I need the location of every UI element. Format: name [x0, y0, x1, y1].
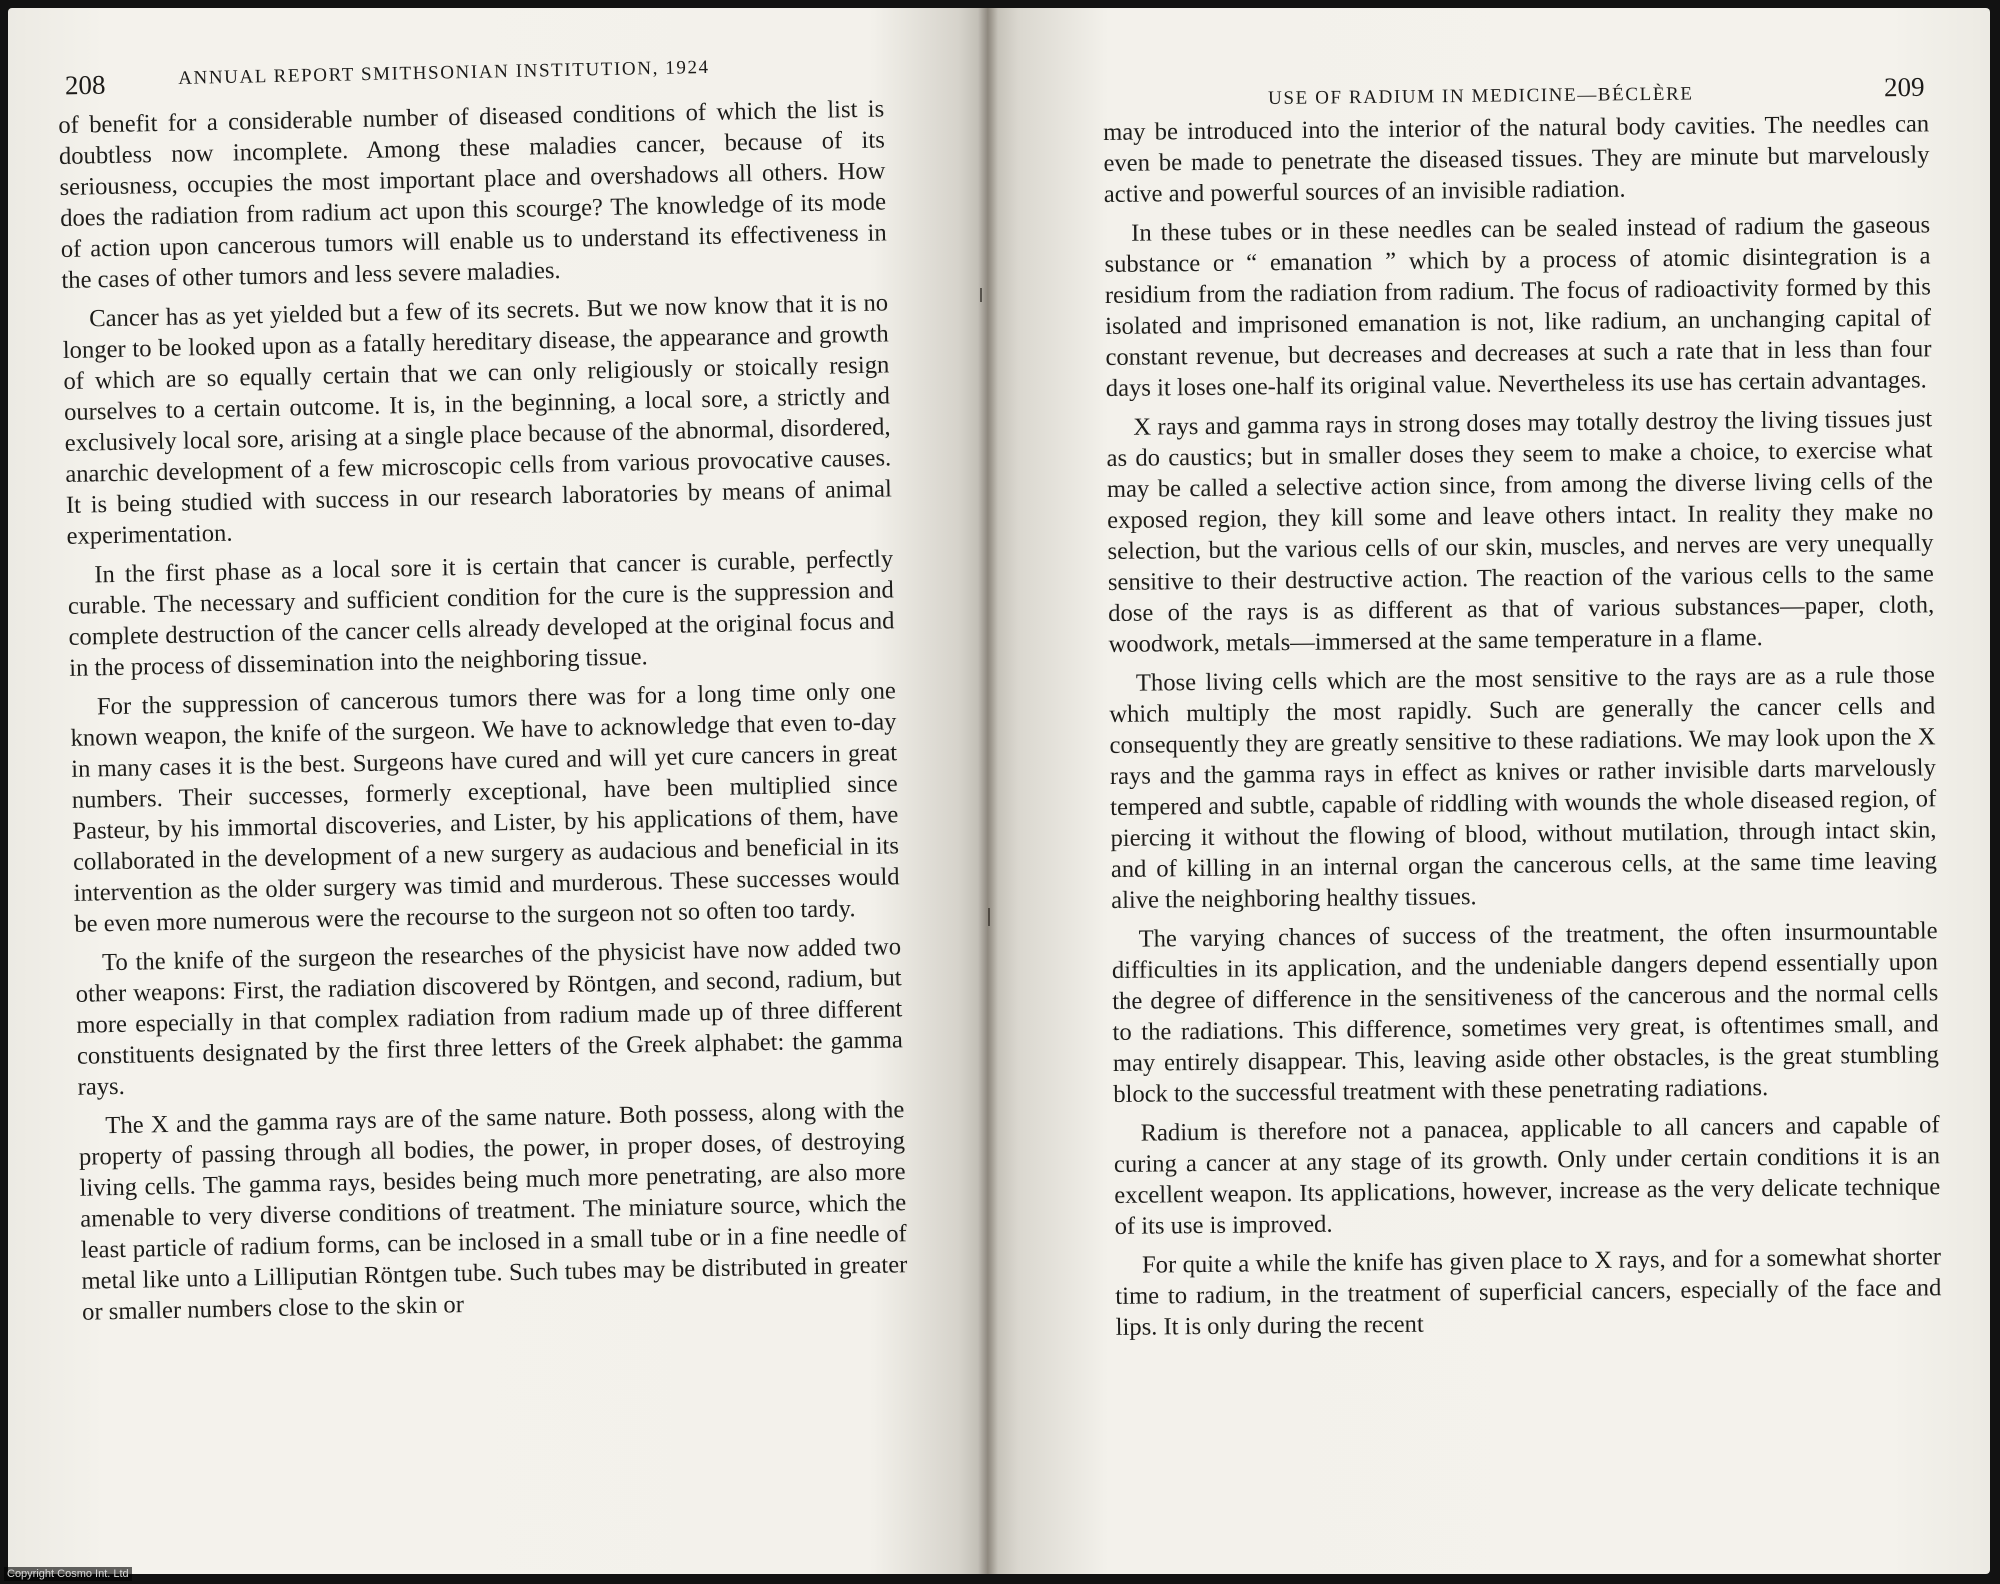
paragraph: Radium is therefore not a panacea, applicable to all cancers and capable of curing a cancer at any stage of its growth. Only under certain conditions it is an excellent weapon. Its applications, however, increase as the very delicate technique of its use is improved. — [1113, 1111, 1941, 1240]
paragraph: In these tubes or in these needles can be sealed instead of radium the gaseous substance or “ emanation ” which by a process of atomic disintegration is a residium from the radiation from radium. The focus of radioactivity formed by this isolated and imprisoned emanation is not, like radium, an unchanging capital of constant revenue, but decreases and decreases at such a rate that in less than four days it loses one-half its original value. Nevertheless its use has certain advantages. — [1104, 211, 1932, 402]
paragraph: X rays and gamma rays in strong doses may totally destroy the living tissues just as do caustics; but in smaller doses they seem to make a choice, to exercise what may be called a selective action since, from among the diverse living cells of the exposed region, they kill some and leave others intact. In reality they make no selection, but the various cells of our skin, muscles, and nerves are very unequally sensitive to their destructive action. The reaction of the various cells to the same dose of the rays is as different as that of various substances—paper, cloth, woodwork, metals—immersed at the same temperature in a flame. — [1106, 405, 1935, 658]
book-gutter — [978, 8, 998, 1574]
paragraph: Cancer has as yet yielded but a few of its secrets. But we now know that it is no longer to be looked upon as a fatally hereditary disease, the appearance and growth of which are so equally certain that we can only religiously or stoically resign ourselves to a certain outcome. It is, in the beginning, a local sore, a strictly and exclusively local sore, arising at a single place because of the abnormal, disordered, anarchic development of a few microscopic cells from various provocative causes. It is being studied with success in our research laboratories by means of animal experimentation. — [62, 289, 893, 550]
left-page-number: 208 — [64, 69, 106, 101]
paragraph: For the suppression of cancerous tumors there was for a long time only one known weapon, the knife of the surgeon. We have to acknowledge that even to-day in many cases it is the best. Surgeons have cured and will yet cure cancers in great numbers. Their successes, formerly exceptional, have been multiplied since Pasteur, by his immortal discoveries, and Lister, by his applications of them, have collaborated in the development of a new surgery as audacious and beneficial in its intervention as the older surgery was timid and murderous. These successes would be even more numerous were the recourse to the surgeon not so often too tardy. — [70, 677, 900, 938]
left-page-body — [58, 93, 908, 1335]
left-running-head: ANNUAL REPORT SMITHSONIAN INSTITUTION, 1924 — [178, 56, 710, 89]
paragraph: For quite a while the knife has given place to X rays, and for a somewhat shorter time to radium, in the treatment of superficial cancers, especially of the face and lips. It is only during the recent — [1115, 1243, 1942, 1341]
right-running-head: USE OF RADIUM IN MEDICINE—BÉCLÈRE — [1268, 83, 1694, 109]
right-page-body — [1103, 108, 1942, 1351]
paragraph: The varying chances of success of the treatment, the often insurmountable difficulties in its application, and the undeniable dangers depend essentially upon the degree of difference in the sensitiveness of the cancerous and the normal cells to the radiations. This difference, sometimes very great, is oftentimes small, and may entirely disappear. This, leaving aside other obstacles, is the great stumbling block to the successful treatment with these penetrating radiations. — [1111, 917, 1940, 1108]
right-page-number: 209 — [1883, 71, 1925, 103]
copyright-notice: Copyright Cosmo Int. Ltd — [4, 1567, 132, 1581]
paragraph: The X and the gamma rays are of the same nature. Both possess, along with the property of passing through all bodies, the power, in proper doses, of destroying living cells. The gamma rays, besides being much more penetrating, are also more amenable to very diverse conditions of treatment. The miniature source, which the least particle of radium forms, can be inclosed in a small tube or in a fine needle of metal like unto a Lilliputian Röntgen tube. Such tubes may be distributed in greater or smaller numbers close to the skin or — [78, 1096, 908, 1326]
paragraph: In the first phase as a local sore it is certain that cancer is curable, perfectly curable. The necessary and sufficient condition for the cure is the suppression and complete destruction of the cancer cells already developed at the original focus and in the process of dissemination into the neighboring tissue. — [67, 545, 895, 682]
paragraph: To the knife of the surgeon the researches of the physicist have now added two other weapons: First, the radiation discovered by Röntgen, and second, radium, but more especially in that complex radiation from radium made up of three different constituents designated by the first three letters of the Greek alphabet: the gamma rays. — [75, 933, 904, 1101]
paragraph: Those living cells which are the most sensitive to the rays are as a rule those which multiply the most rapidly. Such are generally the cancer cells and consequently they are greatly sensitive to these radiations. We may look upon the X rays and the gamma rays in effect as knives or rather invisible darts marvelously tempered and subtle, capable of riddling with wounds the whole diseased region, of piercing it without the flowing of blood, without mutilation, through intact skin, and of killing in an internal organ the cancerous cells, at the same time leaving alive the neighboring healthy tissues. — [1109, 661, 1937, 914]
paragraph: of benefit for a considerable number of diseased conditions of which the list is doubtless now incomplete. Among these maladies cancer, because of its seriousness, occupies the most important place and overshadows all others. How does the radiation from radium act upon this scourge? The knowledge of its mode of action upon cancerous tumors will enable us to understand its effectiveness in the cases of other tumors and less severe maladies. — [58, 95, 887, 294]
paragraph: may be introduced into the interior of the natural body cavities. The needles can even be made to penetrate the diseased tissues. They are minute but marvelously active and powerful sources of an invisible radiation. — [1103, 110, 1930, 208]
